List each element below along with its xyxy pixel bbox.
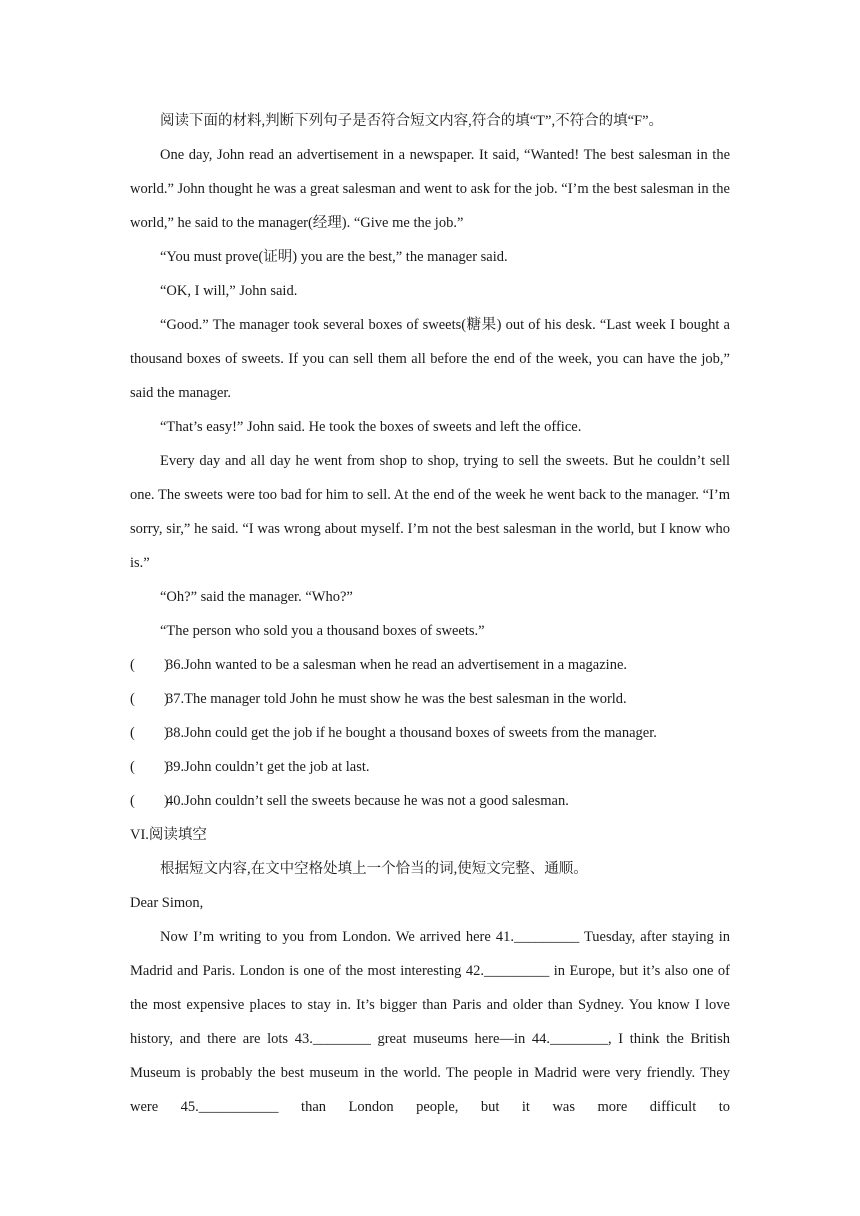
blank-41[interactable]: 41._________ xyxy=(495,929,580,945)
answer-paren[interactable]: ( ) xyxy=(130,691,169,707)
blank-45[interactable]: 45.___________ xyxy=(180,1099,279,1115)
instruction-fill: 根据短文内容,在文中空格处填上一个恰当的词,使短文完整、通顺。 xyxy=(160,861,588,877)
story-paragraph-8: “The person who sold you a thousand boxes of sweets.” xyxy=(160,623,485,639)
blank-43[interactable]: 43.________ xyxy=(294,1031,371,1047)
document-page xyxy=(130,104,730,1124)
story-paragraph-6: Every day and all day he went from shop to shop, trying to sell the sweets. But he couldn’t sell one. The sweets were too bad for him to sell. At the end of the week he went back to the manager. “I’m sorry, sir,” he said. “I was wrong about myself. I’m not the best salesman in the world, but I know who is.” xyxy=(130,453,730,571)
letter-text: Tuesday, after staying in Madrid and Paris. London is one of the most interesting xyxy=(130,929,730,979)
blank-42[interactable]: 42._________ xyxy=(465,963,550,979)
question-38 xyxy=(130,716,730,750)
story-paragraph-7: “Oh?” said the manager. “Who?” xyxy=(160,589,353,605)
answer-paren[interactable]: ( ) xyxy=(130,657,169,673)
letter-text: great museums here—in xyxy=(370,1031,532,1047)
question-text: 36.John wanted to be a salesman when he read an advertisement in a magazine. xyxy=(166,657,628,673)
blank-44[interactable]: 44.________ xyxy=(531,1031,608,1047)
letter-text: Now I’m writing to you from London. We arrived here xyxy=(160,929,496,945)
story-paragraph-3: “OK, I will,” John said. xyxy=(160,283,298,299)
question-39 xyxy=(130,750,730,784)
letter-body xyxy=(130,920,730,1124)
question-text: 40.John couldn’t sell the sweets because he was not a good salesman. xyxy=(166,793,569,809)
story-paragraph-5: “That’s easy!” John said. He took the boxes of sweets and left the office. xyxy=(160,419,582,435)
section-title: VI.阅读填空 xyxy=(130,827,207,843)
question-text: 37.The manager told John he must show he was the best salesman in the world. xyxy=(166,691,627,707)
letter-text: in Europe, but it’s also one of the most expensive places to stay in. It’s bigger than Paris and older than Sydney. You know I love history, and there are lots xyxy=(130,963,730,1047)
question-36 xyxy=(130,648,730,682)
question-40 xyxy=(130,784,730,818)
instruction-tf: 阅读下面的材料,判断下列句子是否符合短文内容,符合的填“T”,不符合的填“F”。 xyxy=(160,113,664,129)
letter-text: , I think the British Museum is probably the best museum in the world. The people in Madrid were very friendly. They were xyxy=(130,1031,730,1115)
answer-paren[interactable]: ( ) xyxy=(130,725,169,741)
letter-greeting: Dear Simon, xyxy=(130,895,204,911)
story-paragraph-4: “Good.” The manager took several boxes of sweets(糖果) out of his desk. “Last week I bought a thousand boxes of sweets. If you can sell them all before the end of the week, you can have the job,” said the manager. xyxy=(130,317,730,401)
question-37 xyxy=(130,682,730,716)
letter-text: than London people, but it was more difficult to xyxy=(278,1099,731,1115)
story-paragraph-1: One day, John read an advertisement in a newspaper. It said, “Wanted! The best salesman in the world.” John thought he was a great salesman and went to ask for the job. “I’m the best salesman in the world,” he said to the manager(经理). “Give me the job.” xyxy=(130,147,730,231)
answer-paren[interactable]: ( ) xyxy=(130,793,169,809)
question-text: 39.John couldn’t get the job at last. xyxy=(166,759,370,775)
answer-paren[interactable]: ( ) xyxy=(130,759,169,775)
question-text: 38.John could get the job if he bought a thousand boxes of sweets from the manager. xyxy=(166,725,657,741)
story-paragraph-2: “You must prove(证明) you are the best,” the manager said. xyxy=(160,249,508,265)
